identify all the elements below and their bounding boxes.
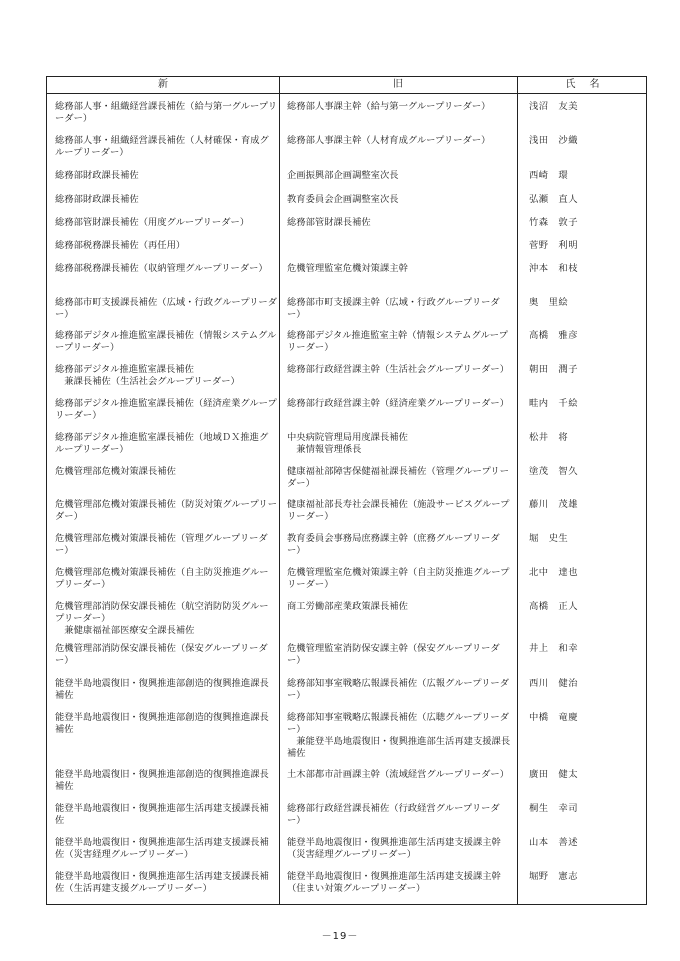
new-position: 能登半島地震復旧・復興推進部生活再建支援課長補佐 xyxy=(55,803,269,826)
column-divider xyxy=(279,77,280,904)
new-position: 能登半島地震復旧・復興推進部創造的復興推進課長補佐 xyxy=(55,678,269,701)
new-position: 総務部デジタル推進監室課長補佐（情報システムグループリーダー） xyxy=(55,330,277,353)
person-name: 中橋 竜慶 xyxy=(529,712,578,723)
person-name: 西崎 環 xyxy=(529,170,569,181)
new-position: 危機管理部危機対策課長補佐（防災対策グループリーダー） xyxy=(55,499,278,522)
old-position: 中央病院管理局用度課長補佐 兼情報管理係長 xyxy=(287,432,408,455)
new-position: 危機管理部消防保安課長補佐（保安グループリーダー） xyxy=(55,643,268,666)
old-position: 企画振興部企画調整室次長 xyxy=(287,170,399,181)
person-name: 畦内 千絵 xyxy=(529,398,578,409)
old-position: 商工労働部産業政策課長補佐 xyxy=(287,601,408,612)
person-name: 高橋 雅彦 xyxy=(529,330,578,341)
new-position: 総務部財政課長補佐 xyxy=(55,194,139,205)
new-position: 総務部財政課長補佐 xyxy=(55,170,139,181)
person-name: 藤川 茂雄 xyxy=(529,499,578,510)
new-position: 能登半島地震復旧・復興推進部生活再建支援課長補佐（災害経理グループリーダー） xyxy=(55,837,269,860)
person-name: 高橋 正人 xyxy=(529,601,578,612)
header-name: 氏名 xyxy=(565,79,614,90)
person-name: 奥 里絵 xyxy=(529,297,569,308)
person-name: 松井 将 xyxy=(529,432,569,443)
old-position: 総務部人事課主幹（給与第一グループリーダー） xyxy=(287,101,491,112)
person-name: 堀野 憲志 xyxy=(529,871,578,882)
old-position: 危機管理監室危機対策課主幹 xyxy=(287,263,408,274)
old-position: 能登半島地震復旧・復興推進部生活再建支援課主幹（災害経理グループリーダー） xyxy=(287,837,501,860)
old-position: 総務部管財課長補佐 xyxy=(287,217,371,228)
new-position: 危機管理部危機対策課長補佐 xyxy=(55,466,176,477)
new-position: 総務部人事・組織経営課長補佐（人材確保・育成グループリーダー） xyxy=(55,135,269,158)
person-name: 弘瀬 直人 xyxy=(529,194,578,205)
new-position: 能登半島地震復旧・復興推進部創造的復興推進課長補佐 xyxy=(55,712,269,735)
old-position: 健康福祉部障害保健福祉課長補佐（管理グループリーダー） xyxy=(287,466,510,489)
new-position: 総務部市町支援課長補佐（広域・行政グループリーダー） xyxy=(55,297,278,320)
person-name: 井上 和幸 xyxy=(529,643,578,654)
old-position: 健康福祉部長寿社会課長補佐（施設サービスグループリーダー） xyxy=(287,499,510,522)
table-header xyxy=(47,77,646,94)
personnel-table xyxy=(46,76,647,905)
person-name: 廣田 健太 xyxy=(529,769,578,780)
person-name: 西川 健治 xyxy=(529,678,578,689)
person-name: 菅野 利明 xyxy=(529,240,578,251)
person-name: 堀 史生 xyxy=(529,533,569,544)
person-name: 朝田 潤子 xyxy=(529,364,578,375)
old-position: 総務部デジタル推進監室主幹（情報システムグループリーダー） xyxy=(287,330,508,353)
new-position: 総務部管財課長補佐（用度グループリーダー） xyxy=(55,217,250,228)
old-position: 総務部行政経営課長補佐（行政経営グループリーダー） xyxy=(287,803,500,826)
new-position: 総務部デジタル推進監室課長補佐（経済産業グループリーダー） xyxy=(55,398,277,421)
old-position: 能登半島地震復旧・復興推進部生活再建支援課主幹（住まい対策グループリーダー） xyxy=(287,871,501,894)
new-position: 能登半島地震復旧・復興推進部生活再建支援課長補佐（生活再建支援グループリーダー） xyxy=(55,871,269,894)
new-position: 総務部デジタル推進監室課長補佐（地域ＤＸ推進グループリーダー） xyxy=(55,432,269,455)
old-position: 危機管理監室危機対策課主幹（自主防災推進グループリーダー） xyxy=(287,567,510,590)
person-name: 山本 善述 xyxy=(529,837,578,848)
old-position: 総務部行政経営課主幹（生活社会グループリーダー） xyxy=(287,364,510,375)
old-position: 教育委員会事務局庶務課主幹（庶務グループリーダー） xyxy=(287,533,500,556)
old-position: 総務部人事課主幹（人材育成グループリーダー） xyxy=(287,135,491,146)
person-name: 竹森 敦子 xyxy=(529,217,578,228)
new-position: 総務部税務課長補佐（収納管理グループリーダー） xyxy=(55,263,268,274)
person-name: 塗茂 智久 xyxy=(529,466,578,477)
new-position: 能登半島地震復旧・復興推進部創造的復興推進課長補佐 xyxy=(55,769,269,792)
person-name: 沖本 和枝 xyxy=(529,263,578,274)
new-position: 危機管理部危機対策課長補佐（自主防災推進グループリーダー） xyxy=(55,567,269,590)
old-position: 総務部知事室戦略広報課長補佐（広報グループリーダー） xyxy=(287,678,510,701)
person-name: 桐生 幸司 xyxy=(529,803,578,814)
new-position: 危機管理部消防保安課長補佐（航空消防防災グループリーダー） 兼健康福祉部医療安全課長補佐 xyxy=(55,601,269,636)
old-position: 危機管理監室消防保安課主幹（保安グループリーダー） xyxy=(287,643,500,666)
new-position: 危機管理部危機対策課長補佐（管理グループリーダー） xyxy=(55,533,268,556)
old-position: 総務部行政経営課主幹（経済産業グループリーダー） xyxy=(287,398,510,409)
person-name: 浅田 沙織 xyxy=(529,135,578,146)
header-new: 新 xyxy=(158,79,168,90)
person-name: 浅沼 友美 xyxy=(529,101,578,112)
page-number: －19－ xyxy=(321,931,359,942)
column-divider xyxy=(517,77,518,904)
old-position: 総務部知事室戦略広報課長補佐（広聴グループリーダー） 兼能登半島地震復旧・復興推進部生活再建支援課長補佐 xyxy=(287,712,511,759)
new-position: 総務部税務課長補佐（再任用） xyxy=(55,240,186,251)
new-position: 総務部人事・組織経営課長補佐（給与第一グループリーダー） xyxy=(55,101,278,124)
new-position: 総務部デジタル推進監室課長補佐 兼課長補佐（生活社会グループリーダー） xyxy=(55,364,240,387)
person-name: 北中 達也 xyxy=(529,567,578,578)
header-old: 旧 xyxy=(393,79,403,90)
old-position: 総務部市町支援課主幹（広域・行政グループリーダー） xyxy=(287,297,500,320)
old-position: 教育委員会企画調整室次長 xyxy=(287,194,399,205)
old-position: 土木部都市計画課主幹（流域経営グループリーダー） xyxy=(287,769,510,780)
